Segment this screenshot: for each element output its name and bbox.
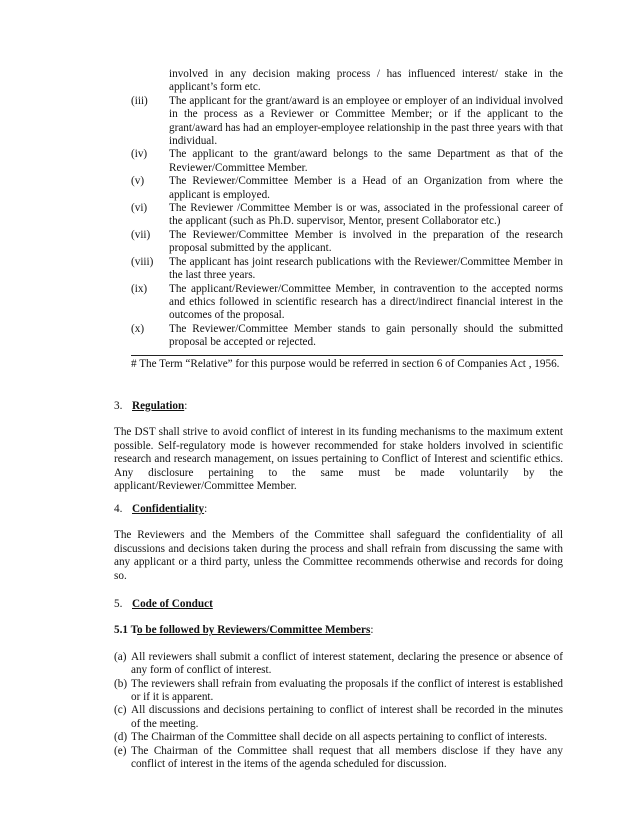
section-title: Regulation [132, 400, 185, 412]
list-item-text: The Reviewer/Committee Member is a Head of an Organization from where the applicant is employed. [169, 175, 563, 201]
section-paragraph: The Reviewers and the Members of the Committee shall safeguard the confidentiality of all discussions and decisions taken during the process and shall refrain from discussing the same with any applicant or a third party, unless the Committee recommends otherwise and records for doing so. [114, 529, 563, 582]
list-item [131, 229, 563, 256]
roman-numeral-list [131, 68, 563, 350]
list-item [114, 704, 563, 731]
list-item-number: (ix) [131, 282, 148, 295]
list-item-text: All reviewers shall submit a conflict of interest statement, declaring the presence or absence of any form of conflict of interest. [131, 650, 563, 677]
list-item [114, 678, 563, 705]
list-item-label: (e) [114, 744, 127, 757]
list-item-text: All discussions and decisions pertaining to conflict of interest shall be recorded in the minutes of the meeting. [131, 704, 563, 730]
subsection-heading [114, 624, 563, 637]
list-item [131, 256, 563, 283]
list-item-text: The Reviewer/Committee Member stands to gain personally should the submitted proposal be accepted or rejected. [169, 322, 563, 349]
section-heading [114, 503, 563, 516]
section-title-suffix: : [204, 503, 208, 515]
list-item-label: (b) [114, 677, 128, 690]
section-title-suffix: : [184, 400, 188, 412]
list-item-text: The applicant for the grant/award is an employee or employer of an individual involved in the process as a Reviewer or Committee Member; or if the applicant to the grant/award has had an employer-employee relationship in the past three years with that individual. [169, 94, 563, 148]
list-item [131, 175, 563, 202]
list-item-number: (iv) [131, 148, 148, 161]
section-heading [114, 598, 563, 611]
section-title: Code of Conduct [132, 598, 213, 610]
section-confidentiality [114, 503, 563, 583]
list-item-number: (viii) [131, 255, 154, 268]
list-item-text: The reviewers shall refrain from evaluating the proposals if the conflict of interest is established or if it is apparent. [131, 677, 563, 704]
footnote-divider [131, 355, 563, 356]
subsection-title: o be followed by Reviewers/Committee Members [137, 624, 371, 637]
list-item-text: The applicant to the grant/award belongs to the same Department as that of the Reviewer/Committee Member. [169, 148, 563, 174]
list-item-label: (c) [114, 704, 127, 717]
list-item-number: (iii) [131, 94, 148, 107]
list-item-text: The Chairman of the Committee shall request that all members disclose if they have any conflict of interest in the items of the agenda scheduled for discussion. [131, 744, 563, 771]
list-item [114, 651, 563, 678]
section-number: 5. [114, 598, 123, 610]
list-item [114, 745, 563, 772]
footnote: # The Term “Relative” for this purpose would be referred in section 6 of Companies Act , 1956. [131, 358, 560, 370]
list-item-label: (a) [114, 650, 127, 663]
list-item-continuation: involved in any decision making process / has influenced interest/ stake in the applicant’s form etc. [169, 68, 563, 94]
section-regulation [114, 400, 563, 493]
section-title: Confidentiality [132, 503, 205, 515]
subsection-suffix: : [370, 624, 374, 637]
list-item [131, 202, 563, 229]
list-item-text: The Reviewer /Committee Member is or was, associated in the professional career of the applicant (such as Ph.D. supervisor, Mentor, present Collaborator etc.) [169, 202, 563, 228]
list-item [131, 323, 563, 350]
list-item-text: The Reviewer/Committee Member is involved in the preparation of the research proposal submitted by the applicant. [169, 228, 563, 255]
list-item [114, 731, 563, 744]
section-number: 4. [114, 503, 123, 515]
list-item-text: The applicant has joint research publications with the Reviewer/Committee Member in the last three years. [169, 255, 563, 282]
list-item-number: (x) [131, 322, 145, 335]
section-code-of-conduct [114, 598, 563, 771]
section-heading [114, 400, 563, 413]
list-item-label: (d) [114, 731, 128, 744]
section-paragraph: The DST shall strive to avoid conflict of interest in its funding mechanisms to the maximum extent possible. Self-regulatory mode is however recommended for stake holders involved in scientific research and research management, on issues pertaining to Conflict of Interest and scientific ethics. Any disclosure pertaining to the same must be made voluntarily by the applicant/Reviewer/Committee Member. [114, 426, 563, 493]
list-item [131, 283, 563, 323]
alpha-list [114, 651, 563, 772]
list-item-number: (vi) [131, 202, 148, 215]
section-number: 3. [114, 400, 123, 412]
list-item-text: The applicant/Reviewer/Committee Member, in contravention to the accepted norms and ethics followed in scientific research has a direct/indirect financial interest in the outcomes of the proposal. [169, 282, 563, 322]
list-item-number: (v) [131, 175, 145, 188]
list-item-text: The Chairman of the Committee shall decide on all aspects pertaining to conflict of interests. [131, 731, 547, 744]
list-item [131, 95, 563, 149]
subsection-prefix: 5.1 T [114, 624, 138, 637]
list-item [131, 148, 563, 175]
list-item-number: (vii) [131, 228, 151, 241]
